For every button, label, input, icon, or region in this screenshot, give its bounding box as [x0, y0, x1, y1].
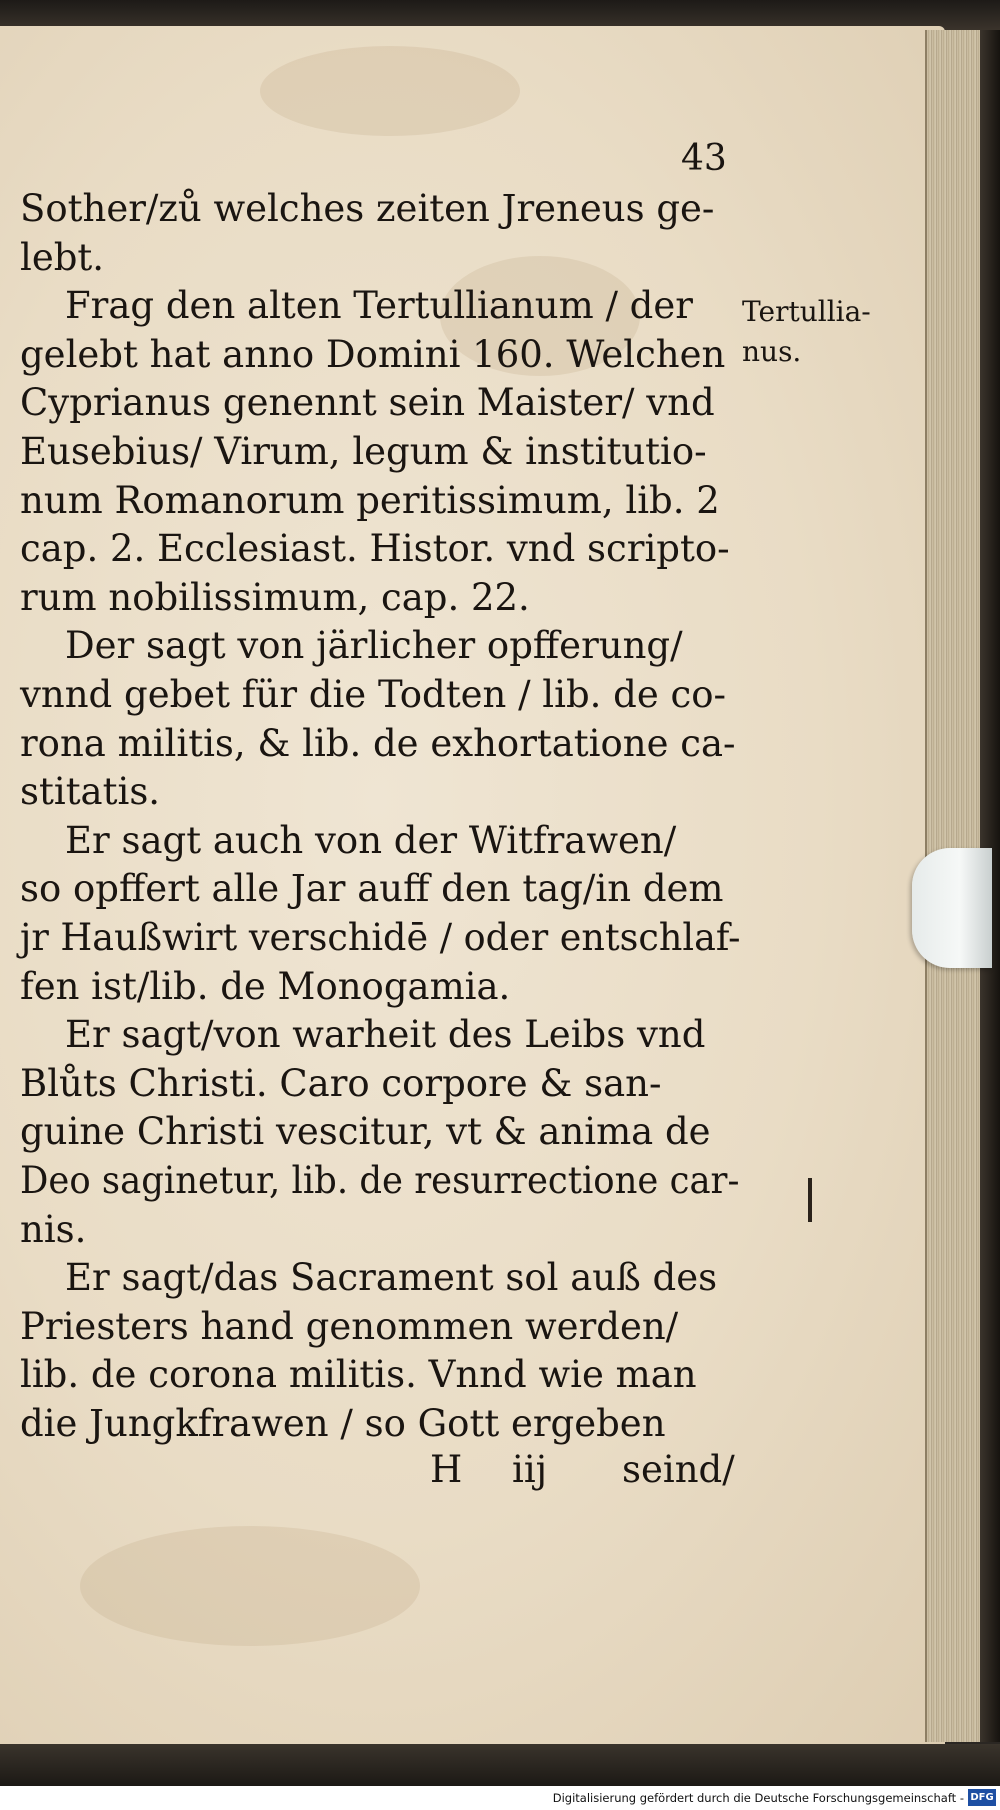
text-line: Deo saginetur, lib. de resurrectione car- — [20, 1159, 740, 1202]
marginal-note-line: nus. — [742, 335, 802, 368]
text-line: Er sagt auch von der Witfrawen/ — [65, 818, 677, 862]
text-line: nis. — [20, 1207, 87, 1251]
margin-mark — [808, 1178, 812, 1222]
marginal-note — [742, 292, 871, 372]
text-line: Er sagt/das Sacrament sol auß des — [65, 1256, 718, 1300]
dfg-logo[interactable]: DFG — [968, 1789, 996, 1806]
text-line: stitatis. — [20, 770, 161, 814]
text-line: Cyprianus genennt sein Maister/ vnd — [20, 381, 715, 425]
footer-bar — [0, 1786, 1000, 1810]
text-line: Er sagt/von warheit des Leibs vnd — [65, 1013, 706, 1057]
paper-stain — [80, 1526, 420, 1646]
text-line: Priesters hand genommen werden/ — [20, 1304, 679, 1348]
text-line: Der sagt von järlicher opfferung/ — [65, 624, 683, 668]
catchword: seind/ — [622, 1448, 735, 1491]
text-line: Blůts Christi. Caro corpore & san- — [20, 1061, 662, 1105]
text-line: lib. de corona militis. Vnnd wie man — [20, 1353, 697, 1397]
marginal-note-line: Tertullia- — [742, 295, 871, 328]
paper-stain — [260, 46, 520, 136]
text-line: guine Christi vescitur, vt & anima de — [20, 1110, 711, 1154]
text-line: jr Haußwirt verschidē / oder entschlaf- — [20, 916, 741, 959]
text-line: rona militis, & lib. de exhortatione ca- — [20, 721, 736, 765]
signature-number: iij — [512, 1448, 548, 1491]
text-line: cap. 2. Ecclesiast. Histor. vnd scripto- — [20, 527, 730, 571]
text-line: so opffert alle Jar auff den tag/in dem — [20, 867, 724, 911]
signature-mark: H — [430, 1448, 463, 1491]
text-line: die Jungkfrawen / so Gott ergeben — [20, 1402, 666, 1445]
bottom-book-edge — [0, 1744, 1000, 1786]
text-line: vnnd gebet für die Todten / lib. de co- — [20, 673, 727, 716]
text-line: rum nobilissimum, cap. 22. — [20, 575, 530, 619]
text-line: Eusebius/ Virum, legum & institutio- — [20, 430, 707, 473]
text-line: fen ist/lib. de Monogamia. — [20, 964, 511, 1008]
text-line: lebt. — [20, 235, 105, 279]
page-number: 43 — [681, 138, 727, 179]
text-line: num Romanorum peritissimum, lib. 2 — [20, 478, 720, 522]
footer-credit: Digitalisierung gefördert durch die Deutsche Forschungsgemeinschaft - — [552, 1791, 964, 1805]
text-line: Frag den alten Tertullianum / der — [65, 284, 693, 328]
text-line: gelebt hat anno Domini 160. Welchen — [20, 332, 726, 376]
page-clip-tab — [912, 848, 992, 968]
text-line: Sother/zů welches zeiten Jreneus ge- — [20, 187, 715, 230]
